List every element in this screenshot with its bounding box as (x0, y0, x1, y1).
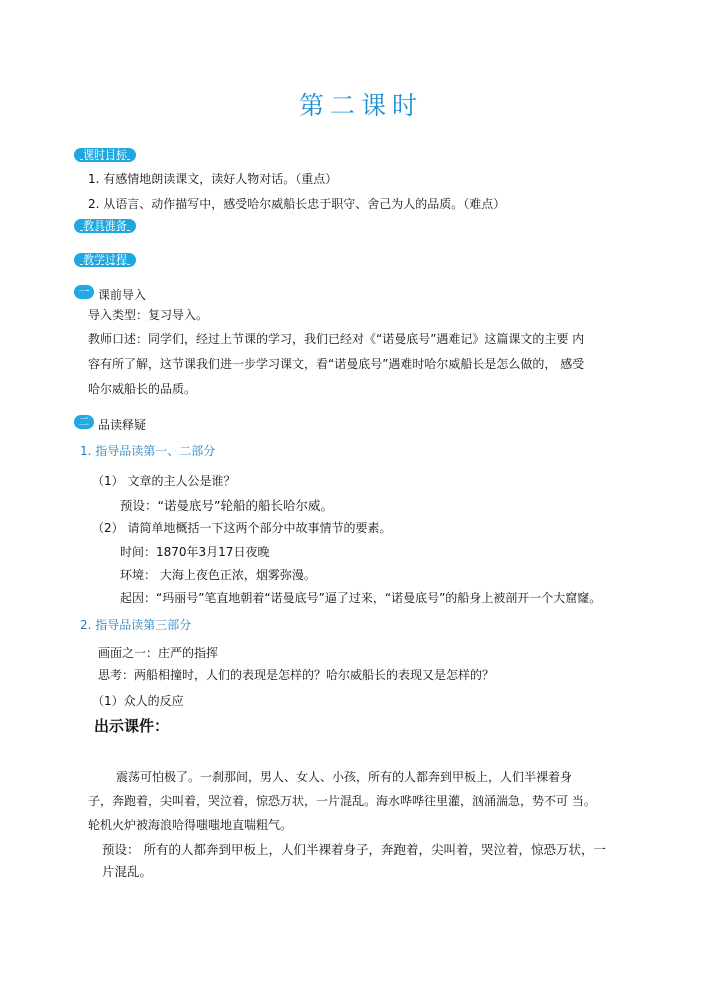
part2-sub1: 1. 指导品读第一、二部分 (80, 444, 216, 458)
quote-line-3: 轮机火炉被海浪哈得嗤嗤地直喘粗气。 (88, 818, 293, 832)
goal-item-1: 1. 有感情地朗读课文，读好人物对话。（重点） (88, 172, 338, 186)
part2-sub2: 2. 指导品读第三部分 (80, 618, 192, 632)
part2-heading: 品读释疑 (98, 418, 147, 432)
part1-para-line-1: 教师口述：同学们，经过上节课的学习，我们已经对《“诺曼底号”遇难记》这篇课文的主要 内 (88, 332, 585, 346)
part1-heading: 课前导入 (98, 288, 147, 302)
preset-line-1: 预设： 所有的人都奔到甲板上，人们半裸着身子，奔跑着，尖叫着，哭泣着，惊恐万状，一 (102, 842, 606, 857)
element-environment: 环境： 大海上夜色正浓，烟雾弥漫。 (120, 568, 316, 582)
scene-line: 画面之一：庄严的指挥 (98, 646, 219, 660)
section-label-goals: 课时目标 (74, 148, 136, 162)
question-2: （2） 请简单地概括一下这两个部分中故事情节的要素。 (92, 521, 392, 535)
show-courseware: 出示课件： (94, 717, 170, 735)
section-label-prep: 教具准备 (74, 219, 136, 233)
reaction-heading: （1）众人的反应 (92, 694, 184, 708)
preset-line-2: 片混乱。 (102, 864, 153, 879)
element-time: 时间：1870年3月17日夜晚 (120, 545, 270, 559)
part1-badge: 一 (74, 285, 94, 299)
question-1: （1） 文章的主人公是谁？ (92, 474, 236, 488)
quote-line-1: 震荡可怕极了。一刹那间，男人、女人、小孩，所有的人都奔到甲板上，人们半裸着身 (116, 770, 573, 784)
part1-type: 导入类型：复习导入。 (88, 308, 209, 322)
think-line: 思考：两船相撞时，人们的表现是怎样的？哈尔威船长的表现又是怎样的？ (98, 668, 495, 682)
goal-item-2: 2. 从语言、动作描写中，感受哈尔威船长忠于职守、舍己为人的品质。（难点） (88, 197, 506, 211)
element-cause: 起因：“玛丽号”笔直地朝着“诺曼底号”逼了过来，“诺曼底号”的船身上被剖开一个大窟窿。 (120, 591, 602, 605)
part1-para-line-2: 容有所了解，这节课我们进一步学习课文，看“诺曼底号”遇难时哈尔威船长是怎么做的， 感受 (88, 357, 585, 371)
section-label-process: 教学过程 (74, 253, 136, 267)
answer-1: 预设：“诺曼底号”轮船的船长哈尔威。 (120, 498, 333, 513)
quote-line-2: 子，奔跑着，尖叫着，哭泣着，惊恐万状，一片混乱。海水哗哗往里灌，汹涌湍急，势不可 当。 (88, 794, 596, 808)
part2-badge: 二 (74, 415, 94, 429)
part1-para-line-3: 哈尔威船长的品质。 (88, 382, 197, 396)
page-title: 第二课时 (298, 91, 423, 120)
